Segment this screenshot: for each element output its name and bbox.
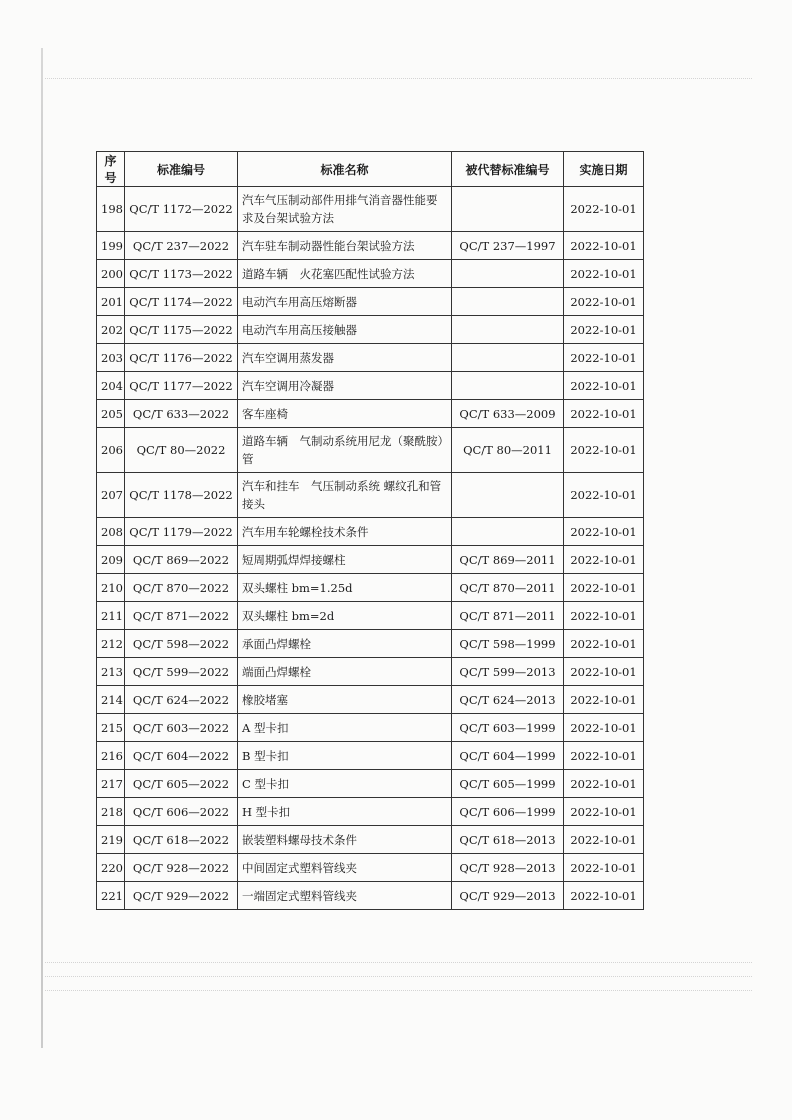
row-name: B 型卡扣: [238, 742, 452, 770]
row-code: QC/T 237—2022: [125, 232, 238, 260]
row-code: QC/T 929—2022: [125, 882, 238, 910]
row-code: QC/T 603—2022: [125, 714, 238, 742]
row-no: 199: [97, 232, 125, 260]
row-no: 203: [97, 344, 125, 372]
header-code: 标准编号: [125, 152, 238, 187]
row-code: QC/T 1172—2022: [125, 187, 238, 232]
table-row: [97, 854, 644, 882]
row-name: 双头螺柱 bm=2d: [238, 602, 452, 630]
row-date: 2022-10-01: [564, 882, 644, 910]
row-code: QC/T 599—2022: [125, 658, 238, 686]
table-row: [97, 574, 644, 602]
table-row: [97, 518, 644, 546]
row-no: 209: [97, 546, 125, 574]
row-name: 一端固定式塑料管线夹: [238, 882, 452, 910]
table-row: [97, 686, 644, 714]
table-row: [97, 428, 644, 473]
table-row: [97, 658, 644, 686]
row-code: QC/T 624—2022: [125, 686, 238, 714]
table-row: [97, 826, 644, 854]
row-code: QC/T 606—2022: [125, 798, 238, 826]
row-code: QC/T 1177—2022: [125, 372, 238, 400]
row-date: 2022-10-01: [564, 372, 644, 400]
row-name: 端面凸焊螺栓: [238, 658, 452, 686]
row-no: 218: [97, 798, 125, 826]
row-replaced: [452, 288, 564, 316]
row-name: 客车座椅: [238, 400, 452, 428]
row-date: 2022-10-01: [564, 742, 644, 770]
table-row: [97, 770, 644, 798]
dotted-line-top: [45, 78, 752, 80]
row-date: 2022-10-01: [564, 574, 644, 602]
row-date: 2022-10-01: [564, 770, 644, 798]
row-replaced: QC/T 605—1999: [452, 770, 564, 798]
row-replaced: QC/T 606—1999: [452, 798, 564, 826]
row-code: QC/T 1173—2022: [125, 260, 238, 288]
table-row: [97, 187, 644, 232]
row-code: QC/T 598—2022: [125, 630, 238, 658]
row-code: QC/T 869—2022: [125, 546, 238, 574]
row-name: A 型卡扣: [238, 714, 452, 742]
row-code: QC/T 618—2022: [125, 826, 238, 854]
row-no: 201: [97, 288, 125, 316]
row-date: 2022-10-01: [564, 518, 644, 546]
row-replaced: QC/T 869—2011: [452, 546, 564, 574]
row-date: 2022-10-01: [564, 686, 644, 714]
row-date: 2022-10-01: [564, 658, 644, 686]
row-replaced: QC/T 624—2013: [452, 686, 564, 714]
row-no: 211: [97, 602, 125, 630]
row-replaced: QC/T 598—1999: [452, 630, 564, 658]
row-date: 2022-10-01: [564, 473, 644, 518]
row-name: 中间固定式塑料管线夹: [238, 854, 452, 882]
row-replaced: QC/T 871—2011: [452, 602, 564, 630]
table-row: [97, 602, 644, 630]
row-no: 219: [97, 826, 125, 854]
row-date: 2022-10-01: [564, 602, 644, 630]
table-row: [97, 473, 644, 518]
header-replaced: 被代替标准编号: [452, 152, 564, 187]
row-replaced: QC/T 80—2011: [452, 428, 564, 473]
table-row: [97, 714, 644, 742]
row-name: 短周期弧焊焊接螺柱: [238, 546, 452, 574]
row-date: 2022-10-01: [564, 714, 644, 742]
row-name: 汽车用车轮螺栓技术条件: [238, 518, 452, 546]
row-date: 2022-10-01: [564, 344, 644, 372]
row-code: QC/T 604—2022: [125, 742, 238, 770]
row-replaced: QC/T 929—2013: [452, 882, 564, 910]
row-name: C 型卡扣: [238, 770, 452, 798]
row-replaced: [452, 518, 564, 546]
row-date: 2022-10-01: [564, 400, 644, 428]
header-no: 序号: [97, 152, 125, 187]
row-code: QC/T 605—2022: [125, 770, 238, 798]
row-code: QC/T 1178—2022: [125, 473, 238, 518]
row-code: QC/T 870—2022: [125, 574, 238, 602]
table-row: [97, 798, 644, 826]
row-name: 道路车辆 火花塞匹配性试验方法: [238, 260, 452, 288]
row-date: 2022-10-01: [564, 428, 644, 473]
row-no: 215: [97, 714, 125, 742]
row-name: 双头螺柱 bm=1.25d: [238, 574, 452, 602]
dotted-line-bottom-2: [45, 976, 752, 978]
row-replaced: [452, 316, 564, 344]
row-date: 2022-10-01: [564, 630, 644, 658]
row-replaced: QC/T 618—2013: [452, 826, 564, 854]
row-no: 214: [97, 686, 125, 714]
row-no: 217: [97, 770, 125, 798]
table-row: [97, 372, 644, 400]
table-row: [97, 260, 644, 288]
row-replaced: QC/T 633—2009: [452, 400, 564, 428]
row-date: 2022-10-01: [564, 546, 644, 574]
scan-edge-shadow: [41, 48, 43, 1048]
row-date: 2022-10-01: [564, 798, 644, 826]
row-date: 2022-10-01: [564, 260, 644, 288]
row-no: 207: [97, 473, 125, 518]
row-no: 205: [97, 400, 125, 428]
row-code: QC/T 80—2022: [125, 428, 238, 473]
table-row: [97, 288, 644, 316]
table-row: [97, 344, 644, 372]
row-code: QC/T 871—2022: [125, 602, 238, 630]
row-replaced: [452, 260, 564, 288]
row-no: 206: [97, 428, 125, 473]
row-no: 210: [97, 574, 125, 602]
row-replaced: QC/T 928—2013: [452, 854, 564, 882]
table-header-row: [97, 152, 644, 187]
dotted-line-bottom-1: [45, 962, 752, 964]
row-date: 2022-10-01: [564, 316, 644, 344]
row-replaced: QC/T 237—1997: [452, 232, 564, 260]
table-row: [97, 630, 644, 658]
row-date: 2022-10-01: [564, 854, 644, 882]
row-date: 2022-10-01: [564, 232, 644, 260]
header-name: 标准名称: [238, 152, 452, 187]
row-date: 2022-10-01: [564, 826, 644, 854]
standards-table: [96, 151, 644, 910]
row-name: H 型卡扣: [238, 798, 452, 826]
row-code: QC/T 1174—2022: [125, 288, 238, 316]
row-name: 电动汽车用高压接触器: [238, 316, 452, 344]
row-replaced: QC/T 599—2013: [452, 658, 564, 686]
row-name: 汽车气压制动部件用排气消音器性能要求及台架试验方法: [238, 187, 452, 232]
row-no: 202: [97, 316, 125, 344]
row-name: 橡胶堵塞: [238, 686, 452, 714]
row-no: 200: [97, 260, 125, 288]
row-no: 198: [97, 187, 125, 232]
table-row: [97, 546, 644, 574]
row-date: 2022-10-01: [564, 288, 644, 316]
row-replaced: QC/T 603—1999: [452, 714, 564, 742]
row-name: 道路车辆 气制动系统用尼龙（聚酰胺）管: [238, 428, 452, 473]
row-replaced: [452, 473, 564, 518]
row-no: 208: [97, 518, 125, 546]
row-code: QC/T 1176—2022: [125, 344, 238, 372]
row-name: 嵌装塑料螺母技术条件: [238, 826, 452, 854]
dotted-line-bottom-3: [45, 990, 752, 992]
row-code: QC/T 1175—2022: [125, 316, 238, 344]
row-name: 汽车和挂车 气压制动系统 螺纹孔和管接头: [238, 473, 452, 518]
row-no: 221: [97, 882, 125, 910]
row-name: 汽车空调用冷凝器: [238, 372, 452, 400]
row-no: 216: [97, 742, 125, 770]
table-row: [97, 400, 644, 428]
row-code: QC/T 633—2022: [125, 400, 238, 428]
row-no: 212: [97, 630, 125, 658]
row-no: 213: [97, 658, 125, 686]
table-row: [97, 882, 644, 910]
header-date: 实施日期: [564, 152, 644, 187]
row-name: 承面凸焊螺栓: [238, 630, 452, 658]
row-code: QC/T 1179—2022: [125, 518, 238, 546]
row-name: 汽车空调用蒸发器: [238, 344, 452, 372]
table-row: [97, 316, 644, 344]
row-code: QC/T 928—2022: [125, 854, 238, 882]
row-date: 2022-10-01: [564, 187, 644, 232]
row-replaced: QC/T 604—1999: [452, 742, 564, 770]
row-name: 电动汽车用高压熔断器: [238, 288, 452, 316]
row-replaced: [452, 344, 564, 372]
row-replaced: QC/T 870—2011: [452, 574, 564, 602]
table-row: [97, 232, 644, 260]
table-body: [97, 187, 644, 910]
row-no: 204: [97, 372, 125, 400]
row-replaced: [452, 372, 564, 400]
row-name: 汽车驻车制动器性能台架试验方法: [238, 232, 452, 260]
table-row: [97, 742, 644, 770]
row-no: 220: [97, 854, 125, 882]
row-replaced: [452, 187, 564, 232]
